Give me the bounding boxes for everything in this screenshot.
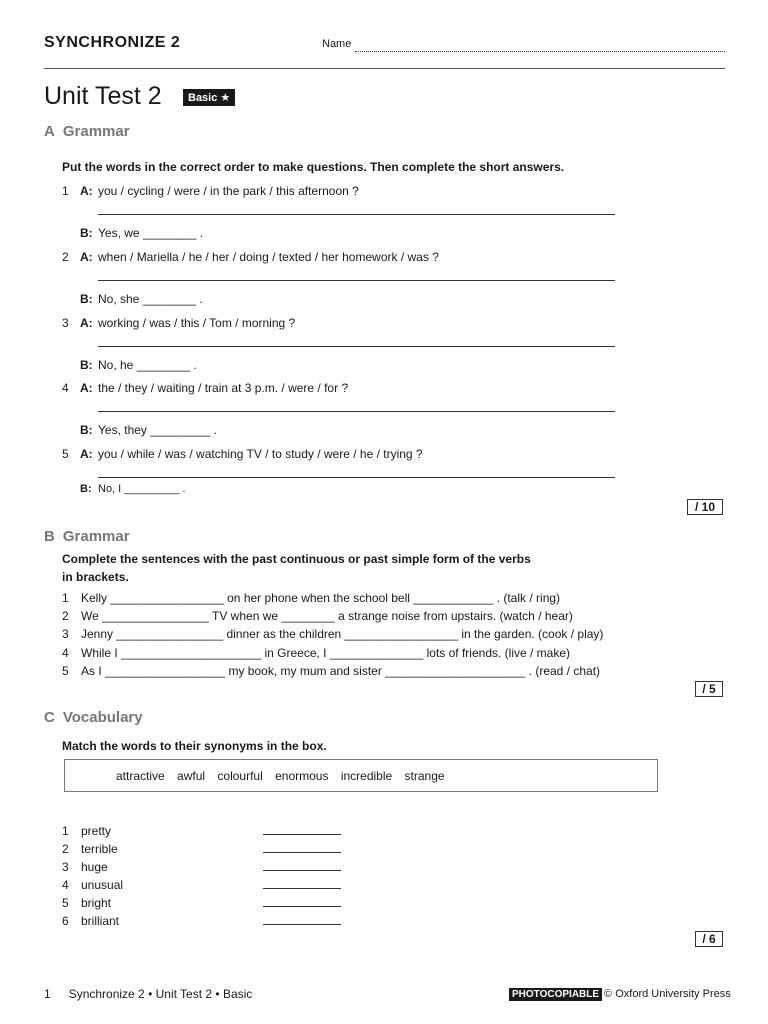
speaker-label: B: bbox=[80, 358, 93, 372]
section-b-score-box: / 5 bbox=[695, 681, 723, 697]
item-number: 3 bbox=[62, 860, 69, 874]
copyright-text: © Oxford University Press bbox=[604, 988, 731, 1000]
section-letter: C bbox=[44, 709, 55, 726]
section-a-heading bbox=[44, 123, 130, 140]
answer-blank[interactable] bbox=[263, 906, 341, 907]
instruction-line: Complete the sentences with the past continuous or past simple form of the verbs bbox=[62, 552, 531, 566]
answer-line[interactable] bbox=[98, 477, 615, 478]
list-item bbox=[62, 627, 702, 641]
item-number: 4 bbox=[62, 878, 69, 892]
item-number: 6 bbox=[62, 914, 69, 928]
question-number: 2 bbox=[62, 250, 69, 264]
box-word: strange bbox=[404, 769, 445, 783]
answer-blank[interactable] bbox=[263, 924, 341, 925]
question-a-line bbox=[62, 316, 662, 330]
footer-title: Synchronize 2 • Unit Test 2 • Basic bbox=[68, 987, 253, 1001]
question-a-line bbox=[62, 447, 662, 461]
name-field[interactable] bbox=[355, 51, 725, 52]
box-word: awful bbox=[177, 769, 206, 783]
answer-line[interactable] bbox=[98, 411, 615, 412]
item-word: huge bbox=[81, 860, 108, 874]
section-title: Vocabulary bbox=[62, 709, 143, 726]
item-number: 1 bbox=[62, 824, 69, 838]
box-word: colourful bbox=[217, 769, 263, 783]
list-item bbox=[62, 878, 362, 892]
word-box bbox=[64, 759, 658, 792]
box-word: enormous bbox=[275, 769, 329, 783]
question-number: 1 bbox=[62, 184, 69, 198]
short-answer: Yes, they _________ . bbox=[98, 423, 217, 437]
section-letter: A bbox=[44, 123, 55, 140]
list-item bbox=[62, 609, 702, 623]
answer-b-line bbox=[62, 226, 662, 240]
list-item bbox=[62, 664, 702, 678]
answer-b-line bbox=[62, 292, 662, 306]
item-word: bright bbox=[81, 896, 112, 910]
question-number: 5 bbox=[62, 447, 69, 461]
list-item bbox=[62, 591, 702, 605]
list-item bbox=[62, 824, 362, 838]
section-a-score-box: / 10 bbox=[687, 499, 723, 515]
section-letter: B bbox=[44, 528, 55, 545]
speaker-label: B: bbox=[80, 423, 93, 437]
item-number: 2 bbox=[62, 842, 69, 856]
photocopiable-badge: PHOTOCOPIABLE bbox=[509, 988, 602, 1001]
item-sentence: While I _____________________ in Greece, I ______________ lots of friends. (live / make) bbox=[81, 646, 570, 660]
speaker-label: B: bbox=[80, 226, 93, 240]
section-title: Grammar bbox=[62, 123, 130, 140]
answer-blank[interactable] bbox=[263, 852, 341, 853]
item-word: unusual bbox=[81, 878, 124, 892]
page-number: 1 bbox=[44, 987, 51, 1001]
instruction-line: in brackets. bbox=[62, 570, 129, 584]
item-number: 3 bbox=[62, 627, 69, 641]
question-prompt: working / was / this / Tom / morning ? bbox=[98, 316, 296, 330]
list-item bbox=[62, 860, 362, 874]
header-divider bbox=[44, 68, 725, 69]
item-word: brilliant bbox=[81, 914, 120, 928]
question-prompt: when / Mariella / he / her / doing / texted / her homework / was ? bbox=[98, 250, 439, 264]
section-b-instruction bbox=[62, 550, 531, 586]
answer-blank[interactable] bbox=[263, 888, 341, 889]
item-number: 4 bbox=[62, 646, 69, 660]
word-box-words bbox=[116, 769, 454, 783]
question-number: 3 bbox=[62, 316, 69, 330]
box-word: attractive bbox=[116, 769, 165, 783]
question-a-line bbox=[62, 184, 662, 198]
item-sentence: Jenny ________________ dinner as the children _________________ in the garden. (cook / play) bbox=[81, 627, 604, 641]
section-title: Grammar bbox=[62, 528, 130, 545]
list-item bbox=[62, 896, 362, 910]
speaker-label: A: bbox=[80, 381, 93, 395]
short-answer: No, I _________ . bbox=[98, 483, 186, 495]
answer-b-line bbox=[62, 483, 662, 497]
answer-line[interactable] bbox=[98, 280, 615, 281]
item-word: terrible bbox=[81, 842, 118, 856]
section-c-heading bbox=[44, 709, 143, 726]
speaker-label: A: bbox=[80, 447, 93, 461]
item-sentence: As I __________________ my book, my mum and sister _____________________ . (read / chat) bbox=[81, 664, 601, 678]
short-answer: No, she ________ . bbox=[98, 292, 203, 306]
item-sentence: Kelly _________________ on her phone when the school bell ____________ . (talk / ring) bbox=[81, 591, 561, 605]
short-answer: Yes, we ________ . bbox=[98, 226, 203, 240]
page-title: Unit Test 2 bbox=[44, 82, 162, 110]
speaker-label: A: bbox=[80, 250, 93, 264]
answer-line[interactable] bbox=[98, 346, 615, 347]
list-item bbox=[62, 646, 702, 660]
question-prompt: the / they / waiting / train at 3 p.m. / were / for ? bbox=[98, 381, 349, 395]
answer-blank[interactable] bbox=[263, 834, 341, 835]
box-word: incredible bbox=[340, 769, 393, 783]
section-a-instruction: Put the words in the correct order to make questions. Then complete the short answers. bbox=[62, 160, 565, 174]
list-item bbox=[62, 842, 362, 856]
question-prompt: you / while / was / watching TV / to study / were / he / trying ? bbox=[98, 447, 423, 461]
speaker-label: A: bbox=[80, 184, 93, 198]
question-a-line bbox=[62, 250, 662, 264]
item-word: pretty bbox=[81, 824, 112, 838]
question-prompt: you / cycling / were / in the park / this afternoon ? bbox=[98, 184, 359, 198]
list-item bbox=[62, 914, 362, 928]
answer-b-line bbox=[62, 423, 662, 437]
question-number: 4 bbox=[62, 381, 69, 395]
name-label: Name bbox=[322, 38, 352, 50]
level-badge: Basic ★ bbox=[183, 89, 235, 106]
answer-b-line bbox=[62, 358, 662, 372]
section-c-score-box: / 6 bbox=[695, 931, 723, 947]
speaker-label: B: bbox=[80, 292, 93, 306]
speaker-label: B: bbox=[80, 483, 92, 495]
brand-logo: SYNCHRONIZE 2 bbox=[44, 34, 181, 51]
footer-right bbox=[509, 988, 731, 1000]
short-answer: No, he ________ . bbox=[98, 358, 197, 372]
answer-blank[interactable] bbox=[263, 870, 341, 871]
item-number: 5 bbox=[62, 664, 69, 678]
footer-left bbox=[44, 987, 252, 1001]
speaker-label: A: bbox=[80, 316, 93, 330]
item-number: 5 bbox=[62, 896, 69, 910]
section-b-heading bbox=[44, 528, 130, 545]
item-number: 1 bbox=[62, 591, 69, 605]
answer-line[interactable] bbox=[98, 214, 615, 215]
item-number: 2 bbox=[62, 609, 69, 623]
item-sentence: We ________________ TV when we ________ a strange noise from upstairs. (watch / hear) bbox=[81, 609, 573, 623]
question-a-line bbox=[62, 381, 662, 395]
section-c-instruction: Match the words to their synonyms in the box. bbox=[62, 739, 327, 753]
